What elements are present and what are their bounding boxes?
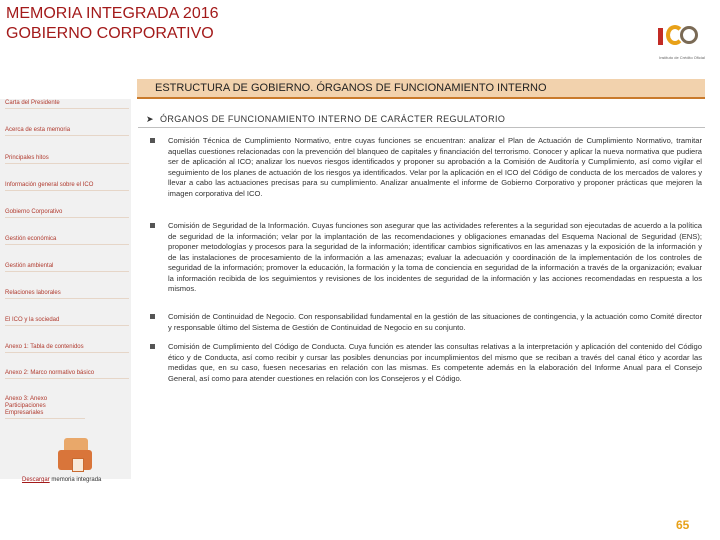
document-title	[6, 4, 219, 44]
sidebar-item-anexo-3[interactable]: Anexo 3: Anexo Participaciones Empresariales	[5, 396, 85, 419]
download-memoria-link	[22, 477, 101, 483]
sidebar-item-ico-sociedad[interactable]: El ICO y la sociedad	[5, 317, 129, 326]
section-header-text: ESTRUCTURA DE GOBIERNO. ÓRGANOS DE FUNCIONAMIENTO INTERNO	[155, 82, 547, 94]
download-link-suffix: memoria integrada	[49, 477, 102, 483]
sidebar-item-anexo-1[interactable]: Anexo 1: Tabla de contenidos	[5, 344, 129, 353]
section-header-bar	[137, 79, 705, 99]
sidebar-item-informacion-ico[interactable]: Información general sobre el ICO	[5, 182, 129, 191]
bullet-icon	[150, 223, 155, 228]
sidebar-item-gestion-ambiental[interactable]: Gestión ambiental	[5, 263, 129, 272]
sidebar-item-carta-presidente[interactable]: Carta del Presidente	[5, 100, 129, 109]
page-number: 65	[676, 518, 690, 532]
logo-o-shape	[680, 26, 698, 44]
sidebar-item-anexo-2[interactable]: Anexo 2: Marco normativo básico	[5, 370, 129, 379]
list-item-text: Comisión de Seguridad de la Información. Cuyas funciones son asegurar que las actividades referentes a la seguridad son ejecutadas de acuerdo a la política de seguridad de la información; velar por la implantación de las recomendaciones y obligaciones emanadas del Esquema Nacional de Seguridad (ENS); proponer metodologías y procesos para la seguridad de la información; identificar cambios significativos en las amenazas y la exposición de la información y de las instalaciones de procesamiento de la información a las amenazas; evaluar la adecuación y coordinación de la implementación de los controles de seguridad de la información; promover la educación, la formación y la toma de conciencia en seguridad de la información a través de la organización; evaluar la información recibida de los seguimientos y revisiones de los incidentes de seguridad de la información y las acciones recomendadas en respuesta a los mismos.	[168, 221, 702, 293]
bullet-icon	[150, 314, 155, 319]
download-link[interactable]: Descargar	[22, 477, 50, 483]
sidebar-item-gobierno-corporativo[interactable]: Gobierno Corporativo	[5, 209, 129, 218]
list-item-text: Comisión Técnica de Cumplimiento Normativo, entre cuyas funciones se encuentran: analizar el Plan de Actuación de Cumplimiento Normativo, tramitar aquellas cuestiones relacionadas con la prevención del blanqueo de capitales y financiación del terrorismo. Conocer y aplicar la nueva normativa que pudiera ser de aplicación al ICO; analizar los nuevos riesgos identificados y proponer su aprobación a la Comisión de Auditoría y Cumplimiento, así como vigilar el seguimiento de los planes de actuación de los riesgos ya identificados. Velar por la aplicación en el ICO del Código de conducta de los mercados de valores y llevar a cabo las actuaciones precisas para su cumplimiento. Analizar anualmente el informe de Gobierno Corporativo y proponer prácticas que mejoren la imagen corporativa del ICO.	[168, 136, 702, 198]
sidebar-item-principales-hitos[interactable]: Principales hitos	[5, 155, 129, 164]
logo-i-shape	[658, 28, 663, 45]
subsection-title-text: ÓRGANOS DE FUNCIONAMIENTO INTERNO DE CARÁCTER REGULATORIO	[159, 114, 506, 124]
sidebar-item-relaciones-laborales[interactable]: Relaciones laborales	[5, 290, 129, 299]
chevron-right-icon: ➤	[146, 114, 154, 124]
list-item-text: Comisión de Cumplimiento del Código de Conducta. Cuya función es atender las consultas relativas a la interpretación y aplicación del contenido del Código ético y de Conducta, así como recibir y cursar las posibles denuncias por incumplimientos del mismo que se reciban a través del canal ético y acordar las medidas que, en su caso, fuesen necesarias en relación con las mismas. Es competente además en la elaboración del Informe Anual para el Consejo General, así como para atender cuestiones en relación con los Consejeros y el Código.	[168, 342, 702, 383]
ico-logo	[650, 22, 712, 68]
list-item-text: Comisión de Continuidad de Negocio. Con responsabilidad fundamental en la gestión de las situaciones de contingencia, y la actuación como Comité director y responsable último del Sistema de Gestión de Continuidad de Negocio en su conjunto.	[168, 312, 702, 332]
section-divider	[138, 127, 705, 128]
sidebar-item-gestion-economica[interactable]: Gestión económica	[5, 236, 129, 245]
title-line-2: GOBIERNO CORPORATIVO	[6, 25, 214, 42]
document-stack-icon[interactable]	[58, 438, 98, 474]
bullet-icon	[150, 344, 155, 349]
logo-subtitle: Instituto de Crédito Oficial	[659, 55, 705, 60]
title-line-1: MEMORIA INTEGRADA 2016	[6, 5, 219, 22]
sidebar-item-acerca-memoria[interactable]: Acerca de esta memoria	[5, 127, 129, 136]
subsection-title	[146, 114, 505, 125]
bullet-icon	[150, 138, 155, 143]
